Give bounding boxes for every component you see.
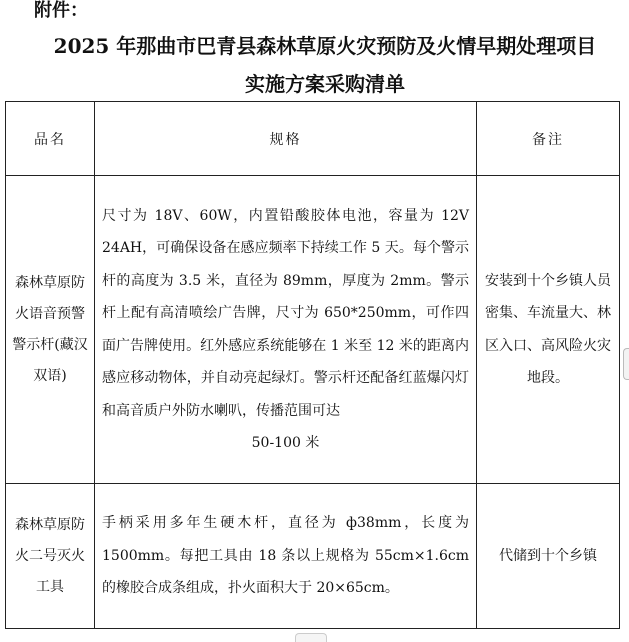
row-2-spec-text: 手柄采用多年生硬木杆，直径为 ф38mm，长度为 1500mm。每把工具由 18 条以上规格为 55cm×1.6cm 的橡胶合成条组成，扑火面积大于 20×65cm。 [102, 515, 469, 597]
row-1-spec [95, 176, 477, 484]
document-title-line-2: 实施方案采购清单 [245, 72, 405, 96]
header-spec: 规格 [95, 102, 477, 176]
row-1-spec-range: 50-100 米 [251, 435, 320, 451]
table-row [6, 484, 620, 629]
attachment-label: 附件： [34, 0, 88, 21]
procurement-table [5, 101, 620, 629]
row-2-name: 森林草原防火二号灭火工具 [6, 484, 95, 629]
side-scroll-handle[interactable] [623, 348, 629, 380]
row-1-name: 森林草原防火语音预警警示杆(藏汉双语) [6, 176, 95, 484]
row-1-note: 安装到十个乡镇人员密集、车流量大、林区入口、高风险火灾地段。 [477, 176, 620, 484]
row-2-spec [95, 484, 477, 629]
row-2-note: 代储到十个乡镇 [477, 484, 620, 629]
document-title-line-1: 2025 年那曲市巴青县森林草原火灾预防及火情早期处理项目 [53, 34, 597, 58]
table-row [6, 176, 620, 484]
table-header-row [6, 102, 620, 176]
header-note: 备注 [477, 102, 620, 176]
header-name: 品名 [6, 102, 95, 176]
row-1-spec-text: 尺寸为 18V、60W，内置铅酸胶体电池，容量为 12V 24AH，可确保设备在感应频率下持续工作 5 天。每个警示杆的高度为 3.5 米，直径为 89mm，厚度为 2mm。警示杆上配有高清喷绘广告牌，尺寸为 650*250mm，可作四面广告牌使用。红外感应系统能够在 1 米至 12 米的距离内感应移动物体，并自动亮起绿灯。警示杆还配备红蓝爆闪灯和高音质户外防水喇叭，传播范围可达 [102, 207, 469, 419]
